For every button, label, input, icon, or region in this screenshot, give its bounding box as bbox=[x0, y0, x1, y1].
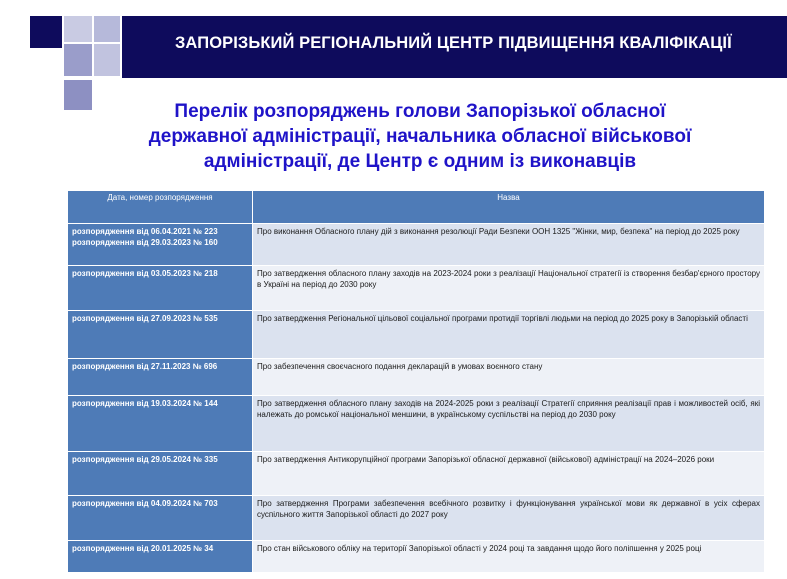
decree-number: розпорядження від 20.01.2025 № 34 bbox=[68, 541, 253, 573]
center-name: ЗАПОРІЗЬКИЙ РЕГІОНАЛЬНИЙ ЦЕНТР ПІДВИЩЕННЯ КВАЛІФІКАЦІЇ bbox=[175, 34, 732, 52]
table-header-row bbox=[68, 191, 765, 224]
decree-name: Про затвердження обласного плану заходів на 2024-2025 роки з реалізації Стратегії сприяння реалізації прав і можливостей осіб, які належать до ромської національної меншини, в українському суспільстві на період до 2030 року bbox=[253, 396, 765, 452]
table-row bbox=[68, 359, 765, 396]
decorative-square bbox=[30, 16, 62, 48]
decree-number: розпорядження від 29.05.2024 № 335 bbox=[68, 452, 253, 496]
decree-number: розпорядження від 27.11.2023 № 696 bbox=[68, 359, 253, 396]
page-title bbox=[80, 99, 760, 174]
column-header-number: Дата, номер розпорядження bbox=[68, 191, 253, 224]
decree-name: Про затвердження Регіональної цільової соціальної програми протидії торгівлі людьми на період до 2025 року в Запорізькій області bbox=[253, 311, 765, 359]
decree-number: розпорядження від 27.09.2023 № 535 bbox=[68, 311, 253, 359]
decorative-square bbox=[94, 44, 120, 76]
page-title-line: адміністрації, де Центр є одним із виконавців bbox=[203, 151, 637, 172]
decree-number: розпорядження від 04.09.2024 № 703 bbox=[68, 496, 253, 541]
page-title-line: державної адміністрації, начальника обласної військової bbox=[148, 126, 692, 147]
decree-number: розпорядження від 06.04.2021 № 223 розпорядження від 29.03.2023 № 160 bbox=[68, 224, 253, 266]
table-row bbox=[68, 396, 765, 452]
decree-name: Про затвердження Антикорупційної програми Запорізької обласної державної (військової) адміністрації на 2024–2026 роки bbox=[253, 452, 765, 496]
decree-name: Про затвердження Програми забезпечення всебічного розвитку і функціонування української мови як державної в усіх сферах суспільного життя Запорізької області до 2027 року bbox=[253, 496, 765, 541]
decree-number: розпорядження від 19.03.2024 № 144 bbox=[68, 396, 253, 452]
decorative-square bbox=[64, 16, 92, 42]
table-row bbox=[68, 541, 765, 573]
decorative-square bbox=[64, 44, 92, 76]
page-title-line: Перелік розпоряджень голови Запорізької обласної bbox=[174, 101, 666, 122]
decorative-square bbox=[94, 16, 120, 42]
table-row bbox=[68, 266, 765, 311]
table-row bbox=[68, 311, 765, 359]
table-row bbox=[68, 496, 765, 541]
decrees-table bbox=[67, 190, 765, 573]
table-row bbox=[68, 224, 765, 266]
decree-number: розпорядження від 03.05.2023 № 218 bbox=[68, 266, 253, 311]
decree-name: Про забезпечення своєчасного подання декларацій в умовах воєнного стану bbox=[253, 359, 765, 396]
decree-name: Про затвердження обласного плану заходів на 2023-2024 роки з реалізації Національної стратегії із створення безбар'єрного простору в Україні на період до 2030 року bbox=[253, 266, 765, 311]
table-row bbox=[68, 452, 765, 496]
column-header-name: Назва bbox=[253, 191, 765, 224]
decree-name: Про стан військового обліку на території Запорізької області у 2024 році та завдання щодо його поліпшення у 2025 році bbox=[253, 541, 765, 573]
decree-name: Про виконання Обласного плану дій з виконання резолюції Ради Безпеки ООН 1325 "Жінки, мир, безпека" на період до 2025 року bbox=[253, 224, 765, 266]
